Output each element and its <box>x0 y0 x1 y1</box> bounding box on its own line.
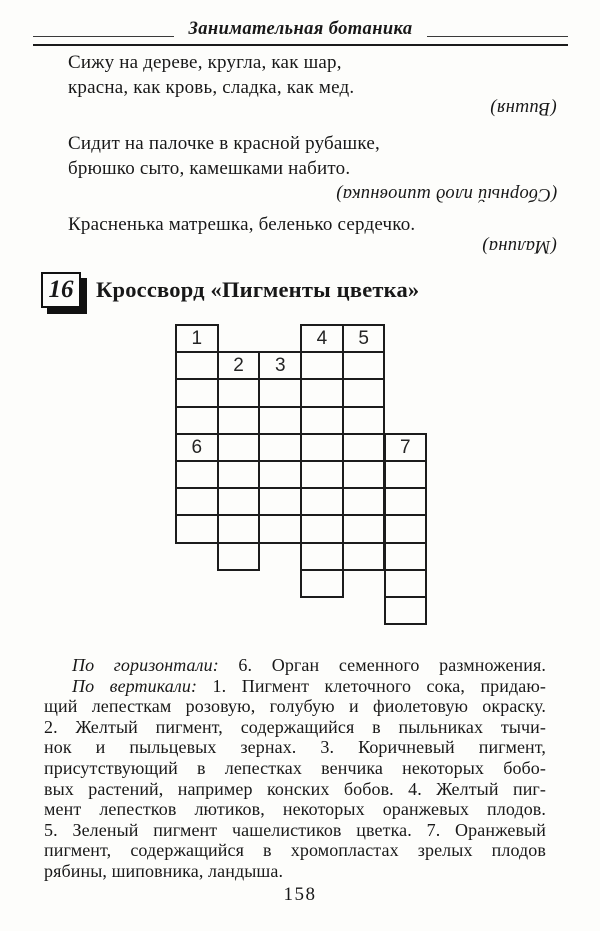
riddle-line: брюшко сыто, камешками набито. <box>68 157 351 179</box>
clue-horizontal-label: По горизонтали: <box>72 655 219 675</box>
crossword-cell-number: 3 <box>274 355 286 377</box>
crossword-cell-number: 4 <box>316 328 328 350</box>
crossword-cell-c2-r4 <box>258 433 302 462</box>
riddle-2-answer <box>336 183 557 204</box>
crossword-cell-c5-r7 <box>384 514 428 543</box>
clue-vertical-line-8: 5. Зеленый пигмент чашелистиков цветка. 7. Оранжевый <box>44 819 546 840</box>
crossword-cell-c5-r6 <box>384 487 428 516</box>
riddle-1 <box>68 51 354 100</box>
clue-vertical-line-5: присутствующий в лепестках венчика некоторых бобо- <box>44 757 546 778</box>
crossword-cell-c0-r1 <box>175 351 219 380</box>
clue-vertical-line-7: мент лепестков лютиков, некоторых оранжевых плодов. <box>44 799 546 820</box>
crossword-cell-c3-r8 <box>300 542 344 571</box>
crossword-cell-c1-r4 <box>217 433 261 462</box>
crossword-cell-c5-r4 <box>384 433 428 462</box>
crossword-cell-c3-r7 <box>300 514 344 543</box>
riddle-1-answer <box>490 97 557 118</box>
clue-vertical-line-2: щий лепесткам розовую, голубую и фиолетовую окраску. <box>44 696 546 717</box>
header-title: Занимательная ботаника <box>174 19 426 40</box>
clue-vertical-label: По вертикали: <box>72 675 198 696</box>
crossword-cell-c0-r3 <box>175 406 219 435</box>
crossword-cell-c4-r5 <box>342 460 386 489</box>
upside-down-answer: (Малина) <box>482 236 557 256</box>
crossword-cell-c5-r5 <box>384 460 428 489</box>
crossword-cell-c2-r7 <box>258 514 302 543</box>
crossword-cell-c2-r5 <box>258 460 302 489</box>
clues-block <box>44 655 546 882</box>
crossword-cell-c0-r0 <box>175 324 219 353</box>
crossword-cell-c1-r8 <box>217 542 261 571</box>
page-number: 158 <box>283 884 317 905</box>
clue-horizontal-line <box>44 655 546 676</box>
crossword-cell-c1-r5 <box>217 460 261 489</box>
section-number-badge <box>41 272 81 308</box>
riddle-line: красна, как кровь, сладка, как мед. <box>68 76 355 98</box>
crossword-cell-c1-r2 <box>217 378 261 407</box>
riddle-2 <box>68 132 380 181</box>
crossword-cell-c5-r10 <box>384 596 428 625</box>
crossword-cell-c4-r1 <box>342 351 386 380</box>
crossword-cell-c3-r3 <box>300 406 344 435</box>
crossword-cell-c3-r9 <box>300 569 344 598</box>
clue-vertical-line-3: 2. Желтый пигмент, содержащийся в пыльниках тычи- <box>44 716 546 737</box>
crossword-cell-c2-r1 <box>258 351 302 380</box>
crossword-cell-c0-r2 <box>175 378 219 407</box>
crossword-cell-c0-r7 <box>175 514 219 543</box>
upside-down-answer: (Вишня) <box>490 98 557 118</box>
clue-vertical-line-9: пигмент, содержащийся в хромопластах зрелых плодов <box>44 840 546 861</box>
riddle-line: Красненька матрешка, беленько сердечко. <box>68 214 416 235</box>
crossword-cell-c3-r0 <box>300 324 344 353</box>
crossword-cell-c3-r1 <box>300 351 344 380</box>
riddle-line: Сидит на палочке в красной рубашке, <box>68 133 380 154</box>
clue-vertical-text: 1. Пигмент клеточного сока, придаю- <box>212 675 546 696</box>
riddle-3-answer <box>482 235 557 256</box>
crossword-cell-c4-r6 <box>342 487 386 516</box>
clue-horizontal-text: 6. Орган семенного размножения. <box>238 655 546 675</box>
riddle-line: Сижу на дереве, кругла, как шар, <box>68 52 342 73</box>
crossword-cell-c4-r4 <box>342 433 386 462</box>
section-heading <box>41 272 419 308</box>
crossword-cell-c1-r3 <box>217 406 261 435</box>
clue-vertical-line-1 <box>44 676 546 697</box>
crossword-cell-number: 5 <box>358 328 369 350</box>
clue-vertical-line-6: вых растений, например конских бобов. 4. Желтый пиг- <box>44 778 546 799</box>
crossword-cell-c3-r4 <box>300 433 344 462</box>
crossword-cell-c1-r6 <box>217 487 261 516</box>
crossword-cell-c4-r8 <box>342 542 386 571</box>
crossword-cell-c1-r7 <box>217 514 261 543</box>
crossword-cell-c4-r3 <box>342 406 386 435</box>
crossword-cell-c5-r9 <box>384 569 428 598</box>
crossword-cell-c2-r6 <box>258 487 302 516</box>
crossword-cell-number: 1 <box>191 328 203 350</box>
crossword-cell-c4-r2 <box>342 378 386 407</box>
crossword-cell-c4-r7 <box>342 514 386 543</box>
crossword-cell-number: 7 <box>400 436 411 458</box>
crossword-cell-number: 2 <box>233 355 244 377</box>
section-number: 16 <box>48 276 74 303</box>
crossword-cell-c4-r0 <box>342 324 386 353</box>
clue-vertical-line-4: нок и пыльцевых зернах. 3. Коричневый пигмент, <box>44 737 546 758</box>
crossword-cell-number: 6 <box>191 436 203 458</box>
clue-vertical-line-10: рябины, шиповника, ландыша. <box>44 860 284 881</box>
upside-down-answer: (Сборный плод шиповника) <box>335 184 557 204</box>
crossword-cell-c3-r5 <box>300 460 344 489</box>
crossword-cell-c1-r1 <box>217 351 261 380</box>
page-header <box>33 19 568 46</box>
crossword-cell-c0-r5 <box>175 460 219 489</box>
crossword-cell-c3-r2 <box>300 378 344 407</box>
crossword-cell-c5-r8 <box>384 542 428 571</box>
crossword-cell-c0-r6 <box>175 487 219 516</box>
riddle-3 <box>68 213 415 238</box>
crossword-cell-c3-r6 <box>300 487 344 516</box>
crossword-cell-c0-r4 <box>175 433 219 462</box>
crossword-cell-c2-r2 <box>258 378 302 407</box>
section-title: Кроссворд «Пигменты цветка» <box>96 277 420 302</box>
crossword-cell-c2-r3 <box>258 406 302 435</box>
